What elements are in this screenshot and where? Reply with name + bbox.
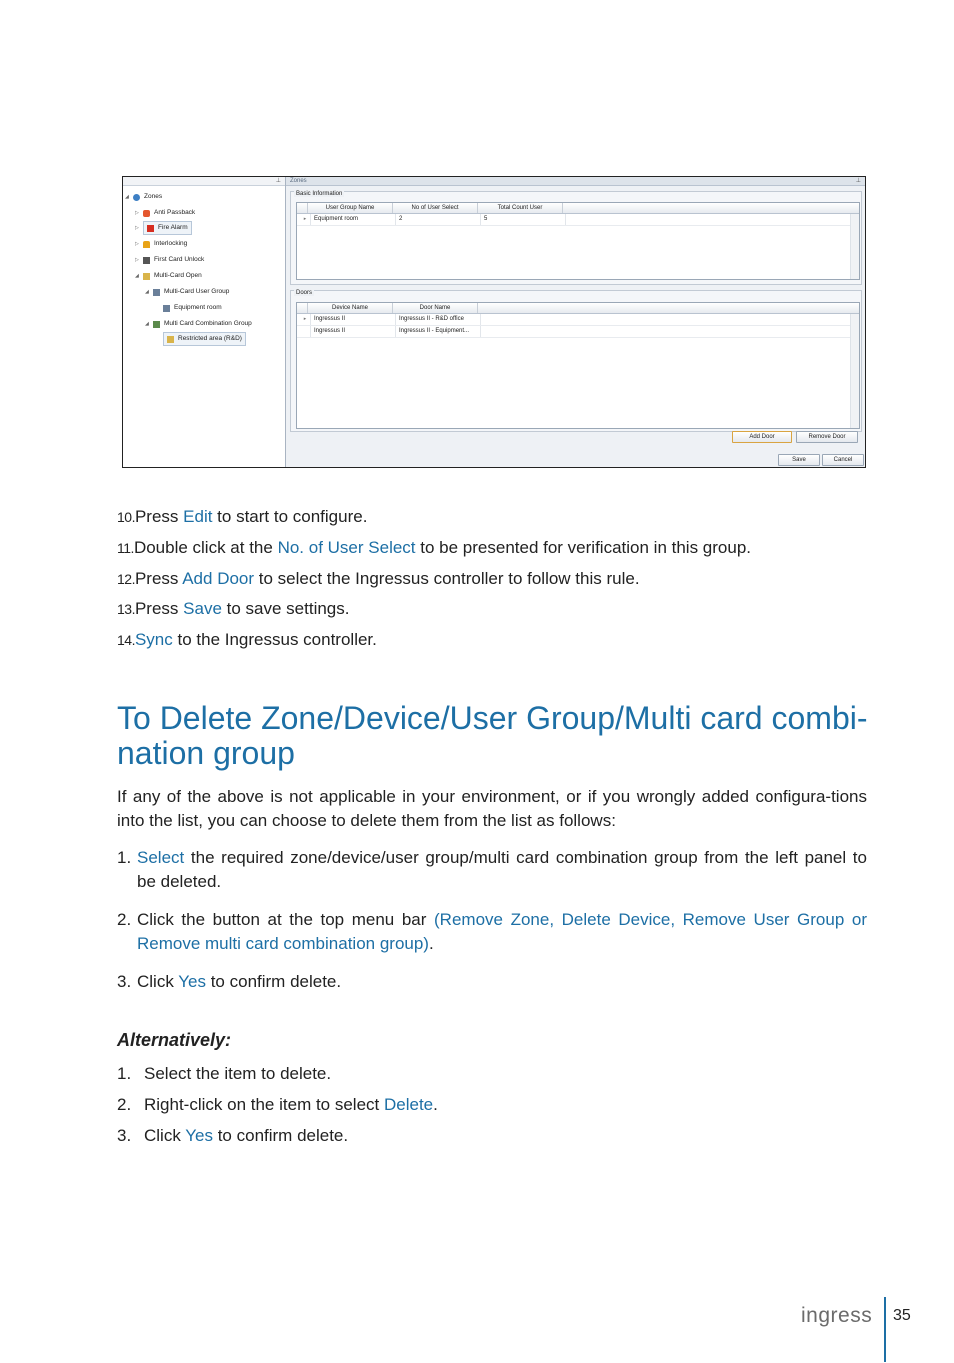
list-item: 3. Click Yes to confirm delete. — [117, 1126, 349, 1145]
expand-icon[interactable]: ▷ — [135, 210, 139, 216]
list-item: 2. Right-click on the item to select Delete. — [117, 1095, 438, 1114]
scrollbar[interactable] — [850, 214, 859, 279]
combination-group-icon — [153, 321, 160, 328]
tree-item[interactable]: Equipment room — [163, 302, 222, 314]
intro-paragraph: If any of the above is not applicable in your environment, or if you wrongly added configura-tions into the list, you can choose to delete them from the list as follows: — [117, 787, 867, 830]
step-item: 11.Double click at the No. of User Select to be presented for verification in this group. — [117, 538, 751, 557]
doors-group: Doors Device Name Door Name ▸ Ingressus II Ingressus II - R&D office Ingressus II Ingressus II - Equipment... — [290, 290, 862, 432]
fire-alarm-icon — [147, 225, 154, 232]
user-group-icon — [153, 289, 160, 296]
page-number: 35 — [893, 1307, 911, 1324]
alternatively-heading: Alternatively: — [117, 1030, 232, 1050]
column-header[interactable]: No of User Select — [393, 203, 478, 213]
expand-icon[interactable]: ▷ — [135, 225, 139, 231]
row-pointer-icon: ▸ — [297, 214, 311, 225]
column-header[interactable]: Door Name — [393, 303, 478, 313]
list-item: 1. Select the item to delete. — [117, 1064, 332, 1083]
basic-info-group: Basic Information User Group Name No of User Select Total Count User ▸ Equipment room 2 5 — [290, 191, 862, 285]
cancel-button[interactable]: Cancel — [822, 454, 864, 466]
table-row[interactable]: ▸ Ingressus II Ingressus II - R&D office — [297, 314, 859, 326]
anti-passback-icon — [143, 210, 150, 217]
step-item: 14.Sync to the Ingressus controller. — [117, 630, 377, 649]
step-item: 10.Press Edit to start to configure. — [117, 507, 368, 526]
step-item: 12.Press Add Door to select the Ingressus controller to follow this rule. — [117, 569, 640, 588]
pin-icon[interactable]: ⊥ — [855, 178, 861, 184]
expand-icon[interactable]: ▷ — [135, 257, 139, 263]
column-header[interactable]: Device Name — [308, 303, 393, 313]
tree-item[interactable]: ◢ Multi-Card Open — [135, 270, 202, 282]
list-item: 2. Click the button at the top menu bar (Remove Zone, Delete Device, Remove User Group or Remove multi card combination group). — [117, 910, 867, 953]
remove-door-button[interactable]: Remove Door — [796, 431, 858, 443]
zone-tree-panel — [123, 177, 286, 467]
card-icon — [143, 257, 150, 264]
footer-divider — [884, 1297, 886, 1362]
area-icon — [167, 336, 174, 343]
add-door-button[interactable]: Add Door — [732, 431, 792, 443]
tree-item[interactable]: ▷ Fire Alarm — [135, 222, 192, 234]
lock-icon — [143, 241, 150, 248]
column-header[interactable]: Total Count User — [478, 203, 563, 213]
row-pointer-icon: ▸ — [297, 314, 311, 325]
section-heading: To Delete Zone/Device/User Group/Multi card combi-nation group — [117, 700, 868, 771]
multi-card-icon — [143, 273, 150, 280]
tree-item[interactable]: ▷ Anti Passback — [135, 207, 195, 219]
list-item: 1. Select the required zone/device/user group/multi card combination group from the left panel to be deleted. — [117, 848, 867, 891]
group-icon — [163, 305, 170, 312]
tree-item[interactable]: ◢ Multi-Card User Group — [145, 286, 229, 298]
step-item: 13.Press Save to save settings. — [117, 599, 350, 618]
globe-icon — [133, 194, 140, 201]
collapse-icon[interactable]: ◢ — [125, 194, 129, 200]
collapse-icon[interactable]: ◢ — [145, 289, 149, 295]
table-row[interactable]: Ingressus II Ingressus II - Equipment... — [297, 326, 859, 338]
panel-title: Zones — [290, 178, 307, 184]
table-row[interactable]: ▸ Equipment room 2 5 — [297, 214, 859, 226]
collapse-icon[interactable]: ◢ — [145, 321, 149, 327]
tree-item[interactable]: ▷ First Card Unlock — [135, 254, 204, 266]
tree-item-zones[interactable]: ◢ Zones — [125, 191, 162, 203]
zones-screenshot — [122, 176, 866, 468]
zone-detail-panel — [286, 177, 865, 467]
expand-icon[interactable]: ▷ — [135, 241, 139, 247]
tree-item[interactable]: ▷ Interlocking — [135, 238, 187, 250]
tree-item[interactable]: ◢ Multi Card Combination Group — [145, 318, 252, 330]
ingress-logo: ingress — [801, 1304, 873, 1327]
doors-grid[interactable] — [296, 302, 860, 429]
user-group-grid[interactable] — [296, 202, 860, 280]
pin-icon[interactable]: ⊥ — [275, 178, 281, 184]
list-item: 3. Click Yes to confirm delete. — [117, 972, 342, 991]
column-header[interactable]: User Group Name — [308, 203, 393, 213]
scrollbar[interactable] — [850, 314, 859, 428]
save-button[interactable]: Save — [778, 454, 820, 466]
tree-item-selected[interactable]: Restricted area (R&D) — [163, 333, 246, 345]
collapse-icon[interactable]: ◢ — [135, 273, 139, 279]
